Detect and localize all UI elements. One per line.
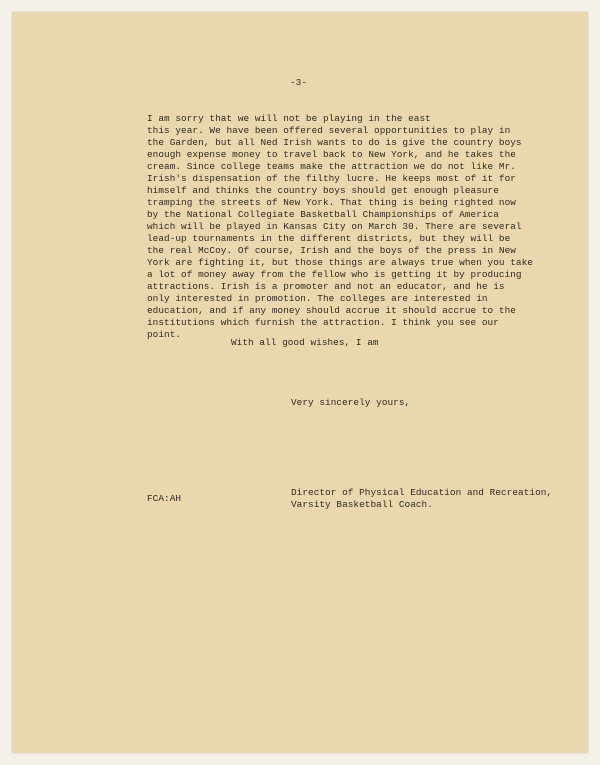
body-line: which will be played in Kansas City on March 30. There are several — [147, 221, 522, 232]
signature-title-block — [291, 487, 552, 511]
body-line: a lot of money away from the fellow who is getting it by producing — [147, 269, 522, 280]
body-line: the Garden, but all Ned Irish wants to do is give the country boys — [147, 137, 522, 148]
body-line: himself and thinks the country boys should get enough pleasure — [147, 185, 499, 196]
letter-body-paragraph — [147, 113, 533, 341]
body-line: education, and if any money should accrue it should accrue to the — [147, 305, 516, 316]
page-number: -3- — [290, 77, 308, 88]
body-line: cream. Since college teams make the attraction we do not like Mr. — [147, 161, 516, 172]
signature-title-line: Varsity Basketball Coach. — [291, 499, 433, 510]
signature-title-line: Director of Physical Education and Recreation, — [291, 487, 553, 498]
reference-initials: FCA:AH — [147, 493, 182, 504]
body-line: tramping the streets of New York. That thing is being righted now — [147, 197, 516, 208]
body-line: I am sorry that we will not be playing in the east — [147, 113, 431, 124]
body-line: enough expense money to travel back to New York, and he takes the — [147, 149, 516, 160]
body-line: Irish's dispensation of the filthy lucre. He keeps most of it for — [147, 173, 516, 184]
body-line: institutions which furnish the attraction. I think you see our — [147, 317, 499, 328]
body-line: this year. We have been offered several opportunities to play in — [147, 125, 511, 136]
body-line: by the National Collegiate Basketball Championships of America — [147, 209, 499, 220]
sign-off: Very sincerely yours, — [291, 397, 411, 408]
body-line: attractions. Irish is a promoter and not an educator, and he is — [147, 281, 505, 292]
closing-wishes: With all good wishes, I am — [231, 337, 379, 348]
body-line: point. — [147, 329, 182, 340]
body-line: lead-up tournaments in the different districts, but they will be — [147, 233, 511, 244]
body-line: only interested in promotion. The colleges are interested in — [147, 293, 488, 304]
body-line: the real McCoy. Of course, Irish and the boys of the press in New — [147, 245, 516, 256]
body-line: York are fighting it, but those things are always true when you take — [147, 257, 533, 268]
